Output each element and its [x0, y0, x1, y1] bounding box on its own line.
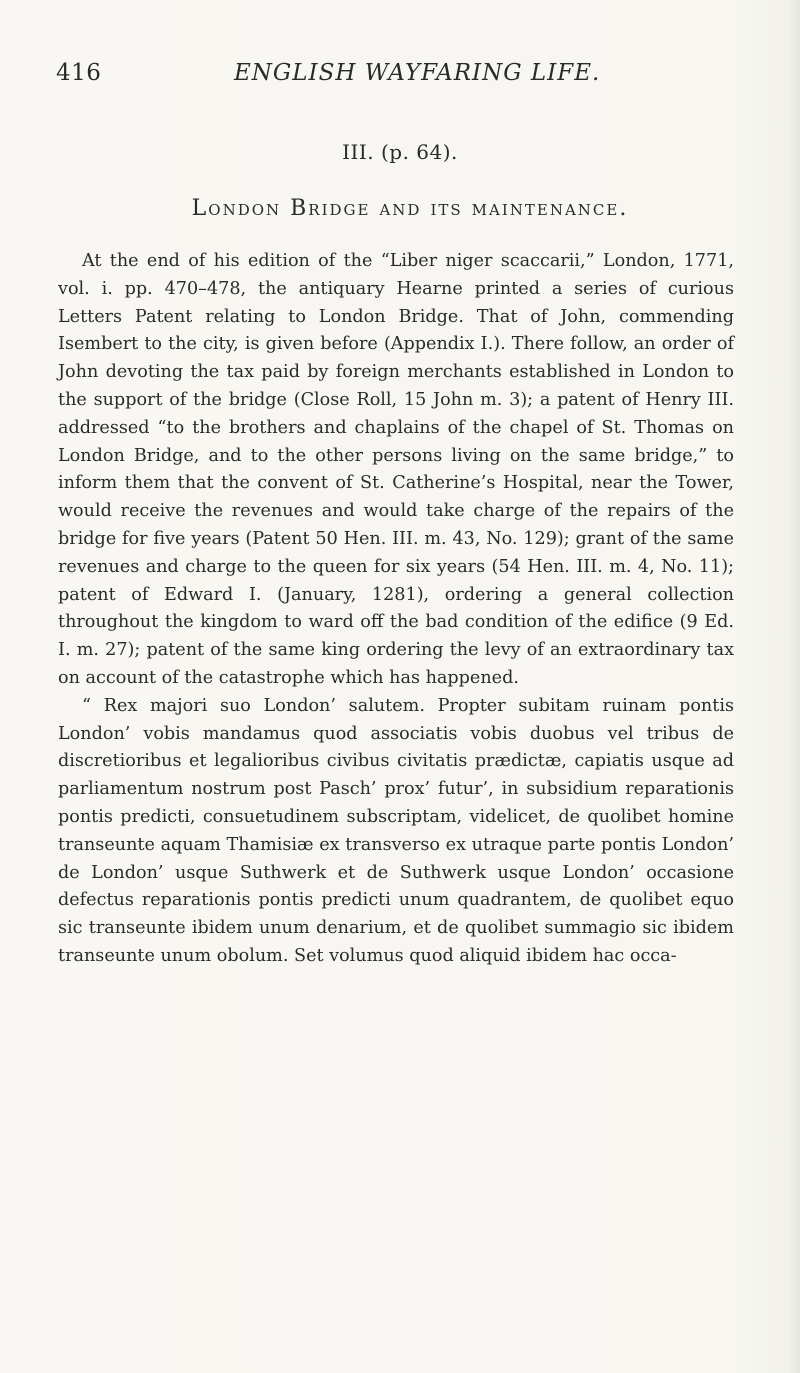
page-number: 416 — [56, 60, 102, 86]
running-head — [56, 60, 746, 100]
section-number: III. (p. 64). — [342, 140, 458, 164]
paragraph-latin-quote: “ Rex majori suo London’ salutem. Propter subitam ruinam pontis London’ vobis mandamus quod associatis vobis duobus vel tribus de discretioribus et legalioribus civibus civitatis prædictæ, capiatis usque ad parliamentum nostrum post Pasch’ prox’ futur’, in subsidium reparationis pontis predicti, consuetudinem subscriptam, videlicet, de quolibet homine transeunte aquam Thamisiæ ex transverso ex utraque parte pontis London’ de London’ usque Suthwerk et de Suthwerk usque London’ occasione defectus reparationis pontis predicti unum quadrantem, de quolibet equo sic transeunte ibidem unum denarium, et de quolibet summagio sic ibidem transeunte unum obolum. Set volumus quod aliquid ibidem hac occa- — [58, 695, 734, 966]
body-text — [58, 248, 734, 971]
section-title: London Bridge and its maintenance. — [191, 196, 629, 221]
running-title: ENGLISH WAYFARING LIFE. — [234, 60, 601, 86]
paragraph-intro: At the end of his edition of the “Liber niger scaccarii,” London, 1771, vol. i. pp. 470–478, the antiquary Hearne printed a series of curious Letters Patent relating to London Bridge. That of John, commending Isembert to the city, is given before (Appendix I.). There follow, an order of John devoting the tax paid by foreign merchants established in London to the support of the bridge (Close Roll, 15 John m. 3); a patent of Henry III. addressed “to the brothers and chaplains of the chapel of St. Thomas on London Bridge, and to the other persons living on the same bridge,” to inform them that the convent of St. Catherine’s Hospital, near the Tower, would receive the revenues and would take charge of the repairs of the bridge for five years (Patent 50 Hen. III. m. 43, No. 129); grant of the same revenues and charge to the queen for six years (54 Hen. III. m. 4, No. 11); patent of Edward I. (January, 1281), ordering a general collection throughout the kingdom to ward off the bad condition of the edifice (9 Ed. I. m. 27); patent of the same king ordering the levy of an extraordinary tax on account of the catastrophe which has happened. — [58, 251, 734, 688]
